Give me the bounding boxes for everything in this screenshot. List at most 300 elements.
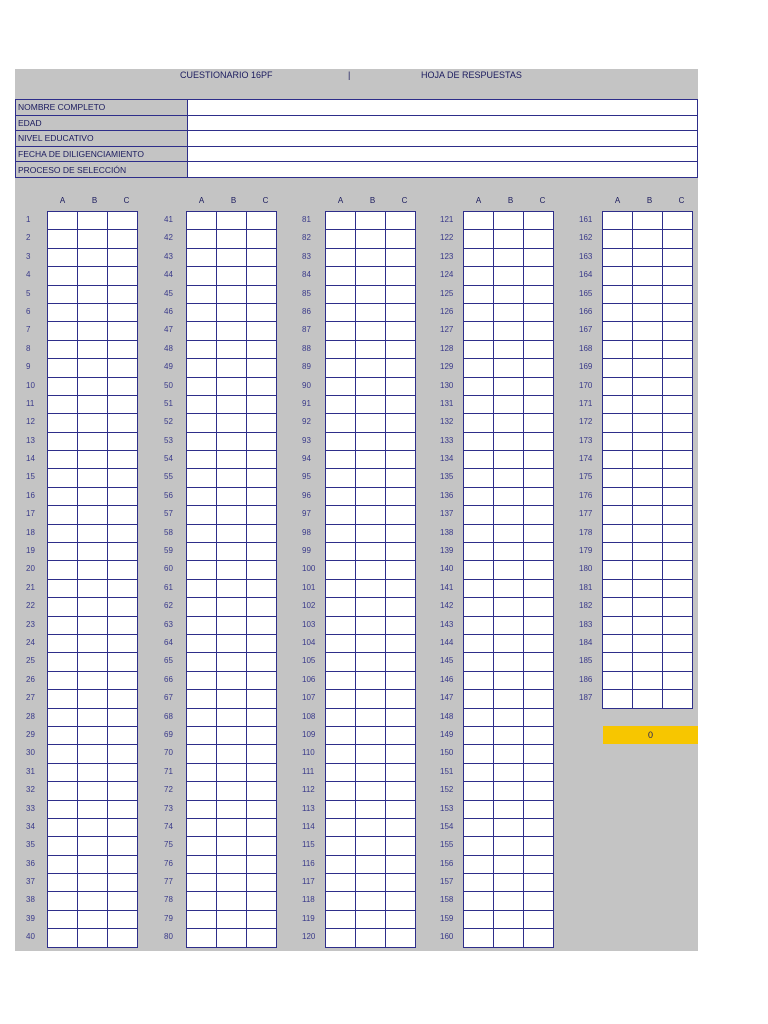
- answer-cell-c[interactable]: [524, 598, 554, 616]
- answer-cell-b[interactable]: [356, 818, 386, 836]
- answer-cell-b[interactable]: [633, 248, 663, 266]
- answer-cell-b[interactable]: [633, 285, 663, 303]
- answer-cell-b[interactable]: [217, 561, 247, 579]
- answer-cell-a[interactable]: [326, 524, 356, 542]
- answer-cell-a[interactable]: [326, 929, 356, 947]
- answer-cell-a[interactable]: [48, 874, 78, 892]
- answer-cell-a[interactable]: [326, 340, 356, 358]
- answer-cell-a[interactable]: [464, 671, 494, 689]
- answer-cell-a[interactable]: [48, 451, 78, 469]
- answer-cell-a[interactable]: [603, 671, 633, 689]
- answer-cell-c[interactable]: [663, 579, 693, 597]
- answer-cell-a[interactable]: [187, 708, 217, 726]
- answer-cell-b[interactable]: [217, 874, 247, 892]
- answer-cell-c[interactable]: [386, 377, 416, 395]
- answer-cell-c[interactable]: [108, 230, 138, 248]
- answer-cell-c[interactable]: [524, 929, 554, 947]
- answer-cell-c[interactable]: [524, 708, 554, 726]
- answer-cell-b[interactable]: [633, 616, 663, 634]
- answer-cell-b[interactable]: [217, 616, 247, 634]
- answer-cell-c[interactable]: [663, 671, 693, 689]
- answer-cell-b[interactable]: [356, 726, 386, 744]
- answer-cell-a[interactable]: [326, 377, 356, 395]
- answer-cell-c[interactable]: [663, 634, 693, 652]
- answer-cell-a[interactable]: [464, 837, 494, 855]
- answer-cell-b[interactable]: [633, 561, 663, 579]
- answer-cell-b[interactable]: [217, 524, 247, 542]
- answer-cell-c[interactable]: [663, 395, 693, 413]
- answer-cell-b[interactable]: [78, 230, 108, 248]
- answer-cell-b[interactable]: [78, 671, 108, 689]
- answer-cell-b[interactable]: [356, 874, 386, 892]
- answer-cell-a[interactable]: [326, 561, 356, 579]
- answer-cell-c[interactable]: [247, 432, 277, 450]
- answer-cell-a[interactable]: [187, 855, 217, 873]
- answer-cell-b[interactable]: [356, 579, 386, 597]
- answer-cell-c[interactable]: [524, 782, 554, 800]
- answer-cell-a[interactable]: [464, 359, 494, 377]
- answer-cell-c[interactable]: [663, 303, 693, 321]
- answer-cell-c[interactable]: [524, 910, 554, 928]
- answer-cell-b[interactable]: [494, 910, 524, 928]
- answer-cell-c[interactable]: [247, 543, 277, 561]
- answer-cell-b[interactable]: [633, 671, 663, 689]
- answer-cell-c[interactable]: [247, 671, 277, 689]
- answer-cell-c[interactable]: [108, 524, 138, 542]
- answer-cell-b[interactable]: [78, 634, 108, 652]
- answer-cell-a[interactable]: [464, 432, 494, 450]
- answer-cell-b[interactable]: [78, 377, 108, 395]
- answer-cell-b[interactable]: [494, 874, 524, 892]
- answer-cell-c[interactable]: [524, 395, 554, 413]
- answer-cell-b[interactable]: [494, 616, 524, 634]
- answer-cell-c[interactable]: [108, 910, 138, 928]
- answer-cell-b[interactable]: [494, 579, 524, 597]
- answer-cell-a[interactable]: [187, 818, 217, 836]
- answer-cell-a[interactable]: [603, 561, 633, 579]
- answer-cell-a[interactable]: [464, 800, 494, 818]
- answer-cell-b[interactable]: [78, 818, 108, 836]
- answer-cell-b[interactable]: [356, 377, 386, 395]
- answer-cell-a[interactable]: [48, 248, 78, 266]
- answer-cell-c[interactable]: [108, 855, 138, 873]
- answer-cell-b[interactable]: [78, 763, 108, 781]
- answer-cell-a[interactable]: [326, 855, 356, 873]
- answer-cell-a[interactable]: [187, 340, 217, 358]
- answer-cell-a[interactable]: [464, 377, 494, 395]
- answer-cell-c[interactable]: [247, 782, 277, 800]
- answer-cell-a[interactable]: [326, 506, 356, 524]
- answer-cell-c[interactable]: [247, 910, 277, 928]
- answer-cell-b[interactable]: [494, 855, 524, 873]
- answer-cell-c[interactable]: [663, 469, 693, 487]
- answer-cell-c[interactable]: [524, 230, 554, 248]
- answer-cell-a[interactable]: [187, 892, 217, 910]
- answer-cell-b[interactable]: [78, 653, 108, 671]
- answer-cell-a[interactable]: [187, 598, 217, 616]
- answer-cell-b[interactable]: [356, 671, 386, 689]
- answer-cell-c[interactable]: [524, 671, 554, 689]
- answer-cell-c[interactable]: [247, 524, 277, 542]
- answer-cell-a[interactable]: [326, 874, 356, 892]
- answer-cell-c[interactable]: [247, 726, 277, 744]
- answer-cell-c[interactable]: [386, 818, 416, 836]
- answer-cell-c[interactable]: [524, 303, 554, 321]
- answer-cell-a[interactable]: [326, 782, 356, 800]
- answer-cell-b[interactable]: [78, 874, 108, 892]
- answer-cell-c[interactable]: [108, 543, 138, 561]
- answer-cell-c[interactable]: [108, 726, 138, 744]
- answer-cell-a[interactable]: [603, 598, 633, 616]
- answer-cell-a[interactable]: [603, 267, 633, 285]
- answer-cell-b[interactable]: [217, 671, 247, 689]
- answer-cell-b[interactable]: [633, 579, 663, 597]
- answer-cell-b[interactable]: [356, 543, 386, 561]
- answer-cell-a[interactable]: [187, 506, 217, 524]
- answer-cell-b[interactable]: [217, 708, 247, 726]
- answer-cell-b[interactable]: [633, 506, 663, 524]
- answer-cell-a[interactable]: [48, 506, 78, 524]
- answer-cell-b[interactable]: [494, 598, 524, 616]
- answer-cell-a[interactable]: [326, 579, 356, 597]
- answer-cell-b[interactable]: [356, 395, 386, 413]
- answer-cell-a[interactable]: [603, 285, 633, 303]
- answer-cell-b[interactable]: [356, 910, 386, 928]
- answer-cell-c[interactable]: [524, 818, 554, 836]
- answer-cell-b[interactable]: [217, 267, 247, 285]
- answer-cell-c[interactable]: [524, 653, 554, 671]
- answer-cell-b[interactable]: [78, 561, 108, 579]
- answer-cell-b[interactable]: [356, 653, 386, 671]
- answer-cell-c[interactable]: [663, 506, 693, 524]
- answer-cell-a[interactable]: [326, 910, 356, 928]
- answer-cell-b[interactable]: [217, 340, 247, 358]
- answer-cell-a[interactable]: [464, 395, 494, 413]
- answer-cell-a[interactable]: [464, 414, 494, 432]
- answer-cell-c[interactable]: [247, 377, 277, 395]
- answer-cell-a[interactable]: [326, 487, 356, 505]
- answer-cell-b[interactable]: [356, 212, 386, 230]
- answer-cell-c[interactable]: [663, 285, 693, 303]
- answer-cell-a[interactable]: [603, 432, 633, 450]
- answer-cell-c[interactable]: [108, 395, 138, 413]
- answer-cell-b[interactable]: [356, 708, 386, 726]
- answer-cell-a[interactable]: [603, 230, 633, 248]
- answer-cell-a[interactable]: [326, 690, 356, 708]
- answer-cell-b[interactable]: [494, 708, 524, 726]
- answer-cell-b[interactable]: [217, 818, 247, 836]
- answer-cell-b[interactable]: [633, 432, 663, 450]
- answer-cell-b[interactable]: [356, 267, 386, 285]
- answer-cell-b[interactable]: [78, 726, 108, 744]
- answer-cell-b[interactable]: [217, 892, 247, 910]
- answer-cell-b[interactable]: [78, 837, 108, 855]
- answer-cell-c[interactable]: [386, 653, 416, 671]
- answer-cell-c[interactable]: [386, 285, 416, 303]
- answer-cell-a[interactable]: [464, 726, 494, 744]
- answer-cell-c[interactable]: [663, 322, 693, 340]
- answer-cell-a[interactable]: [464, 708, 494, 726]
- answer-cell-c[interactable]: [386, 745, 416, 763]
- answer-cell-b[interactable]: [494, 818, 524, 836]
- answer-cell-b[interactable]: [494, 837, 524, 855]
- answer-cell-c[interactable]: [524, 800, 554, 818]
- answer-cell-c[interactable]: [108, 782, 138, 800]
- answer-cell-a[interactable]: [326, 267, 356, 285]
- answer-cell-a[interactable]: [326, 616, 356, 634]
- answer-cell-a[interactable]: [48, 303, 78, 321]
- answer-cell-c[interactable]: [108, 248, 138, 266]
- answer-cell-a[interactable]: [187, 248, 217, 266]
- answer-cell-b[interactable]: [356, 745, 386, 763]
- answer-cell-c[interactable]: [247, 506, 277, 524]
- answer-cell-a[interactable]: [326, 285, 356, 303]
- answer-cell-b[interactable]: [494, 230, 524, 248]
- answer-cell-b[interactable]: [356, 524, 386, 542]
- answer-cell-a[interactable]: [48, 432, 78, 450]
- answer-cell-a[interactable]: [187, 745, 217, 763]
- answer-cell-a[interactable]: [48, 910, 78, 928]
- answer-cell-a[interactable]: [48, 818, 78, 836]
- answer-cell-c[interactable]: [386, 395, 416, 413]
- answer-cell-a[interactable]: [48, 837, 78, 855]
- answer-cell-c[interactable]: [247, 800, 277, 818]
- answer-cell-a[interactable]: [326, 303, 356, 321]
- answer-cell-b[interactable]: [494, 487, 524, 505]
- answer-cell-b[interactable]: [494, 506, 524, 524]
- answer-cell-c[interactable]: [247, 303, 277, 321]
- answer-cell-a[interactable]: [603, 506, 633, 524]
- answer-cell-a[interactable]: [326, 726, 356, 744]
- answer-cell-b[interactable]: [356, 561, 386, 579]
- answer-cell-c[interactable]: [108, 432, 138, 450]
- answer-cell-b[interactable]: [494, 892, 524, 910]
- answer-cell-c[interactable]: [386, 506, 416, 524]
- answer-cell-b[interactable]: [78, 487, 108, 505]
- answer-cell-c[interactable]: [386, 524, 416, 542]
- answer-cell-a[interactable]: [187, 377, 217, 395]
- answer-cell-c[interactable]: [663, 653, 693, 671]
- answer-cell-c[interactable]: [663, 451, 693, 469]
- answer-cell-b[interactable]: [633, 690, 663, 708]
- answer-cell-c[interactable]: [108, 892, 138, 910]
- answer-cell-b[interactable]: [633, 377, 663, 395]
- answer-cell-b[interactable]: [356, 303, 386, 321]
- answer-cell-c[interactable]: [247, 874, 277, 892]
- answer-cell-b[interactable]: [217, 432, 247, 450]
- answer-cell-b[interactable]: [633, 322, 663, 340]
- answer-cell-b[interactable]: [217, 837, 247, 855]
- answer-cell-a[interactable]: [326, 395, 356, 413]
- answer-cell-c[interactable]: [524, 377, 554, 395]
- answer-cell-a[interactable]: [187, 322, 217, 340]
- answer-cell-c[interactable]: [247, 212, 277, 230]
- answer-cell-b[interactable]: [633, 212, 663, 230]
- answer-cell-b[interactable]: [494, 359, 524, 377]
- answer-cell-a[interactable]: [464, 653, 494, 671]
- answer-cell-b[interactable]: [356, 230, 386, 248]
- answer-cell-b[interactable]: [356, 763, 386, 781]
- answer-cell-a[interactable]: [48, 726, 78, 744]
- answer-cell-b[interactable]: [633, 359, 663, 377]
- answer-cell-c[interactable]: [108, 653, 138, 671]
- answer-cell-c[interactable]: [108, 359, 138, 377]
- answer-cell-a[interactable]: [48, 763, 78, 781]
- answer-cell-c[interactable]: [108, 929, 138, 947]
- answer-cell-b[interactable]: [633, 303, 663, 321]
- answer-cell-c[interactable]: [663, 212, 693, 230]
- answer-cell-b[interactable]: [78, 451, 108, 469]
- answer-cell-a[interactable]: [326, 892, 356, 910]
- answer-cell-a[interactable]: [326, 800, 356, 818]
- answer-cell-a[interactable]: [48, 267, 78, 285]
- answer-cell-c[interactable]: [386, 267, 416, 285]
- answer-cell-c[interactable]: [386, 598, 416, 616]
- answer-cell-b[interactable]: [78, 248, 108, 266]
- answer-cell-a[interactable]: [464, 285, 494, 303]
- answer-cell-c[interactable]: [247, 340, 277, 358]
- answer-cell-a[interactable]: [48, 414, 78, 432]
- answer-cell-a[interactable]: [464, 469, 494, 487]
- answer-cell-a[interactable]: [48, 543, 78, 561]
- answer-cell-b[interactable]: [78, 708, 108, 726]
- answer-cell-b[interactable]: [78, 543, 108, 561]
- answer-cell-a[interactable]: [48, 671, 78, 689]
- answer-cell-b[interactable]: [494, 524, 524, 542]
- answer-cell-c[interactable]: [524, 469, 554, 487]
- answer-cell-a[interactable]: [187, 929, 217, 947]
- answer-cell-b[interactable]: [633, 414, 663, 432]
- answer-cell-c[interactable]: [386, 708, 416, 726]
- answer-cell-c[interactable]: [247, 469, 277, 487]
- answer-cell-c[interactable]: [108, 303, 138, 321]
- answer-cell-a[interactable]: [48, 561, 78, 579]
- answer-cell-a[interactable]: [464, 267, 494, 285]
- answer-cell-c[interactable]: [386, 322, 416, 340]
- answer-cell-c[interactable]: [247, 487, 277, 505]
- answer-cell-b[interactable]: [633, 395, 663, 413]
- answer-cell-b[interactable]: [356, 598, 386, 616]
- answer-cell-b[interactable]: [356, 359, 386, 377]
- answer-cell-b[interactable]: [633, 487, 663, 505]
- answer-cell-b[interactable]: [356, 487, 386, 505]
- answer-cell-a[interactable]: [464, 579, 494, 597]
- answer-cell-c[interactable]: [108, 561, 138, 579]
- answer-cell-c[interactable]: [247, 248, 277, 266]
- answer-cell-b[interactable]: [217, 212, 247, 230]
- answer-cell-c[interactable]: [663, 432, 693, 450]
- answer-cell-b[interactable]: [217, 285, 247, 303]
- answer-cell-b[interactable]: [78, 910, 108, 928]
- answer-cell-b[interactable]: [494, 248, 524, 266]
- answer-cell-c[interactable]: [386, 340, 416, 358]
- answer-cell-b[interactable]: [217, 598, 247, 616]
- answer-cell-a[interactable]: [603, 469, 633, 487]
- answer-cell-b[interactable]: [217, 248, 247, 266]
- answer-cell-b[interactable]: [217, 487, 247, 505]
- answer-cell-c[interactable]: [524, 634, 554, 652]
- answer-cell-b[interactable]: [356, 322, 386, 340]
- answer-cell-a[interactable]: [603, 322, 633, 340]
- answer-cell-a[interactable]: [326, 598, 356, 616]
- answer-cell-c[interactable]: [663, 690, 693, 708]
- answer-cell-a[interactable]: [187, 634, 217, 652]
- answer-cell-b[interactable]: [356, 855, 386, 873]
- answer-cell-b[interactable]: [78, 212, 108, 230]
- answer-cell-b[interactable]: [217, 395, 247, 413]
- answer-cell-c[interactable]: [386, 616, 416, 634]
- answer-cell-a[interactable]: [187, 671, 217, 689]
- answer-cell-a[interactable]: [326, 451, 356, 469]
- answer-cell-a[interactable]: [464, 910, 494, 928]
- answer-cell-a[interactable]: [603, 303, 633, 321]
- answer-cell-c[interactable]: [108, 745, 138, 763]
- answer-cell-c[interactable]: [247, 414, 277, 432]
- answer-cell-c[interactable]: [524, 543, 554, 561]
- answer-cell-a[interactable]: [603, 487, 633, 505]
- answer-cell-c[interactable]: [663, 248, 693, 266]
- answer-cell-c[interactable]: [108, 506, 138, 524]
- answer-cell-b[interactable]: [217, 726, 247, 744]
- answer-cell-c[interactable]: [386, 432, 416, 450]
- answer-cell-c[interactable]: [386, 212, 416, 230]
- answer-cell-c[interactable]: [108, 377, 138, 395]
- answer-cell-b[interactable]: [78, 359, 108, 377]
- answer-cell-b[interactable]: [78, 892, 108, 910]
- answer-cell-c[interactable]: [247, 230, 277, 248]
- answer-cell-c[interactable]: [663, 414, 693, 432]
- answer-cell-b[interactable]: [633, 451, 663, 469]
- answer-cell-c[interactable]: [524, 359, 554, 377]
- answer-cell-a[interactable]: [464, 322, 494, 340]
- answer-cell-b[interactable]: [494, 543, 524, 561]
- answer-cell-a[interactable]: [326, 359, 356, 377]
- answer-cell-a[interactable]: [326, 653, 356, 671]
- answer-cell-c[interactable]: [524, 616, 554, 634]
- answer-cell-c[interactable]: [663, 267, 693, 285]
- answer-cell-b[interactable]: [217, 782, 247, 800]
- answer-cell-a[interactable]: [464, 487, 494, 505]
- answer-cell-a[interactable]: [187, 303, 217, 321]
- answer-cell-b[interactable]: [217, 359, 247, 377]
- answer-cell-a[interactable]: [48, 395, 78, 413]
- answer-cell-a[interactable]: [464, 248, 494, 266]
- answer-cell-a[interactable]: [603, 414, 633, 432]
- answer-cell-c[interactable]: [386, 469, 416, 487]
- answer-cell-c[interactable]: [663, 616, 693, 634]
- answer-cell-a[interactable]: [603, 543, 633, 561]
- answer-cell-b[interactable]: [356, 616, 386, 634]
- answer-cell-a[interactable]: [187, 359, 217, 377]
- answer-cell-a[interactable]: [187, 451, 217, 469]
- answer-cell-a[interactable]: [464, 524, 494, 542]
- answer-cell-c[interactable]: [247, 634, 277, 652]
- answer-cell-a[interactable]: [326, 745, 356, 763]
- answer-cell-a[interactable]: [326, 322, 356, 340]
- answer-cell-b[interactable]: [217, 763, 247, 781]
- answer-cell-c[interactable]: [108, 690, 138, 708]
- answer-cell-a[interactable]: [464, 929, 494, 947]
- answer-cell-a[interactable]: [48, 469, 78, 487]
- answer-cell-b[interactable]: [494, 800, 524, 818]
- answer-cell-a[interactable]: [603, 359, 633, 377]
- answer-cell-a[interactable]: [187, 690, 217, 708]
- answer-cell-a[interactable]: [464, 782, 494, 800]
- answer-cell-a[interactable]: [603, 377, 633, 395]
- answer-cell-a[interactable]: [603, 616, 633, 634]
- answer-cell-b[interactable]: [217, 451, 247, 469]
- answer-cell-b[interactable]: [217, 414, 247, 432]
